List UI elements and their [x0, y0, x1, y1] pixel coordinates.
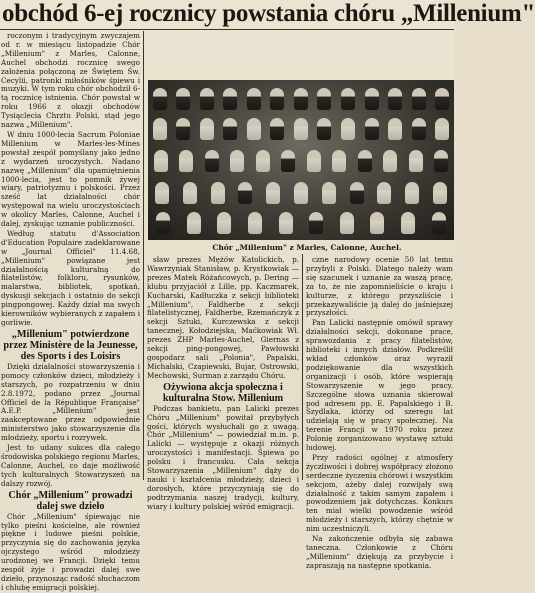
paragraph: Dzięki działalności stowarzyszenia i pomocy członków dzieci, młodzieży i starszych, po rozpatrzeniu w dniu 2.8.1972, podano przez „Journal Officiel de la République Française" A.E.P. „Millenium" jest zaakceptowane przez odpowiednie ministerstwo jako stowarzyszenie dla młodzieży, sportu i rozrywek.	[1, 361, 140, 443]
column-right	[306, 255, 453, 570]
paragraph: Przy radości ogólnej z atmosfery życzliwości i dobrej współpracy złożono serdeczne życzenia chórowi i wszystkim sekcjom, ażeby dalej rozwijały swą działalność z takim samym zapałem i powodzeniem jak dotychczas. Konkurs ten miał wielki powodzenie wśród młodzieży i starszych, którzy chętnie w nim uczestniczyli.	[306, 452, 453, 534]
person-figure	[270, 118, 284, 140]
photo-row	[148, 212, 454, 234]
column-middle	[147, 255, 299, 511]
person-figure	[435, 88, 449, 110]
person-figure	[307, 150, 321, 172]
person-figure	[412, 118, 426, 140]
paragraph: Pan Lalicki następnie omówił sprawy działalności sekcji, dokonane prace, sprawozdania z pracy filatelistów, biblioteki i innych działów. Podkreślił wkład członków oraz wyraził podziękowanie dla wszystkich organizacji i osób, które wspierają Stowarzyszenie w jego pracy. Szczególne słowa uznania skierował pod adresem pp. E. Papalskiego i B. Szydlaka, którzy od szeregu lat udzielają się w pracy społecznej. Na terenie Francji w 1970 roku przez Polonię zorganizowano wystawę sztuki ludowej.	[306, 318, 453, 453]
person-figure	[435, 118, 449, 140]
person-figure	[248, 212, 262, 234]
photo-row	[148, 88, 454, 110]
person-figure	[281, 150, 295, 172]
person-figure	[383, 150, 397, 172]
person-figure	[176, 88, 190, 110]
paragraph: sław prezes Mężów Katolickich, p. Wawrzyniak Stanisław, p. Krystkowiak — prezes Matek Różańcowych, p. Dering — klubu przyjaciół z Lille, pp. Kaczmarek, Kucharski, Kadłuczka z sekcji biblioteki „Millenium", Faldherbe z sekcji filatelistycznej, Faldherbe, Rzemańczyk z sekcji Sztuki, Kurczewska z sekcji tanecznej, Kołodziejska, Maćkowiak Wł. prezes ZHP Marles-Auchel, Giernas z sekcji ping-pongowej, Pawłowski gospodarz sali „Polonia", Papalski, Michalski, Czapiewski, Bujar, Ostrowski, Mechowski, Surman z zarządu Chóru.	[147, 255, 299, 380]
paragraph: Podczas bankietu, pan Lalicki prezes Chóru „Millenium" powitał przybyłych gości, których wysłuchali go z uwagą. Chór „Millenium" — powiedział m.in. p. Lalicki — występuje z okazji różnych uroczystości i manifestacji. Śpiewa po polsku i francusku. Cała sekcja Stowarzyszenia „Millenium" dąży do nauki i kształcenia młodzieży, dzieci i dorosłych, które przyczyniają się do podtrzymania naszej tradycji, kultury, wiary i kultury polskiej wśród emigracji.	[147, 403, 299, 511]
person-figure	[176, 118, 190, 140]
headline: obchód 6-ej rocznicy powstania chóru „Millenium"	[2, 0, 535, 27]
person-figure	[370, 212, 384, 234]
person-figure	[247, 88, 261, 110]
paragraph: Jest to udany sukces dla całego środowiska polskiego regionu Marles, Calonne, Auchel, co daje możliwość tych kulturalnych Stowarzyszeń na dalszy rozwój.	[1, 443, 140, 488]
person-figure	[340, 212, 354, 234]
person-figure	[332, 150, 346, 172]
person-figure	[341, 118, 355, 140]
person-figure	[154, 150, 168, 172]
person-figure	[183, 182, 197, 204]
photo-row	[148, 118, 454, 140]
person-figure	[200, 88, 214, 110]
paragraph: Na zakończenie odbyła się zabawa taneczna. Członkowie z Chóru „Millenium" dziękują za przybycie i zapraszają na następne spotkania.	[306, 534, 453, 570]
person-figure	[317, 118, 331, 140]
person-figure	[187, 212, 201, 234]
column-divider-left	[143, 31, 144, 480]
person-figure	[432, 212, 446, 234]
person-figure	[365, 88, 379, 110]
person-figure	[358, 150, 372, 172]
person-figure	[322, 182, 336, 204]
person-figure	[309, 212, 323, 234]
person-figure	[230, 150, 244, 172]
person-figure	[270, 88, 284, 110]
person-figure	[365, 118, 379, 140]
headline-rule	[0, 29, 454, 30]
person-figure	[266, 182, 280, 204]
paragraph: W dniu 1000-lecia Sacrum Poloniae Millenium w Marles-les-Mines powstał zespół pomyślany jako jedno z wydarzeń uroczystych. Nadano nazwę „Millenium" dla upamiętnienia 1000-lecia, jest to pomnik żywej wiary, patriotyzmu i polskości. Przez sześć lat działalności chór występował na wielu uroczystościach w okolicy Marles, Calonne, Auchel i dalej, zyskując uznanie publiczności.	[1, 129, 140, 229]
photo-row	[148, 182, 454, 204]
paragraph: Według statutu d'Association d'Education Populaire zadeklarowane w „Journal Officiel" 11.4.68, „Millenium" powiązane jest działalnością kulturalną do filatelistów, folkloru, rysunków, malarstwa, bibliotek, spotkań, dyskusji sekcjach i ostatnio do sekcji pingpongowej. Każdy dział ma swych kierowników wybieranych z zapałem i gorliwie.	[1, 228, 140, 327]
person-figure	[211, 182, 225, 204]
section-heading: Chór „Millenium" prowadzi dalej swe dzieło	[8, 489, 133, 512]
person-figure	[223, 118, 237, 140]
column-divider-right	[302, 254, 303, 480]
person-figure	[279, 212, 293, 234]
person-figure	[238, 182, 252, 204]
person-figure	[434, 150, 448, 172]
person-figure	[350, 182, 364, 204]
person-figure	[377, 182, 391, 204]
person-figure	[217, 212, 231, 234]
person-figure	[405, 182, 419, 204]
person-figure	[256, 150, 270, 172]
person-figure	[294, 182, 308, 204]
photo-caption: Chór „Millenium" z Marles, Calonne, Auchel.	[212, 243, 402, 252]
person-figure	[388, 88, 402, 110]
section-heading: Ożywiona akcja społeczna i kulturalna Stow. Millenium	[162, 381, 284, 404]
column-left	[1, 31, 140, 592]
photo-row	[148, 150, 454, 172]
person-figure	[223, 88, 237, 110]
person-figure	[153, 118, 167, 140]
choir-photo	[148, 80, 454, 240]
person-figure	[401, 212, 415, 234]
paragraph: Chór „Millenium" śpiewając nie tylko pieśni kościelne, ale również piękne i ludowe pieśni polskie, przyczynia się do zachowania języka ojczystego wśród młodzieży urodzonej we Francji. Dzięki temu zespół żyje i prowadzi dalej swe dzieło, przynosząc radość słuchaczom i chlubę emigracji polskiej.	[1, 511, 140, 592]
person-figure	[341, 88, 355, 110]
section-heading: „Millenium" potwierdzone przez Ministère de la Jeunesse, des Sports i des Loisirs	[3, 328, 138, 362]
paragraph: czne narodowy ocenie 50 lat temu przybyli z Polski. Dlatego należy wam się szacunek i uznanie za waszą pracę, za to, że nie zapomnieliście o kraju i kulturze, z którego przyszliście i przekazywaliście ją dalej do jaśniejszej przyszłości.	[306, 255, 453, 318]
person-figure	[247, 118, 261, 140]
person-figure	[412, 88, 426, 110]
person-figure	[388, 118, 402, 140]
person-figure	[153, 88, 167, 110]
person-figure	[433, 182, 447, 204]
person-figure	[179, 150, 193, 172]
person-figure	[155, 182, 169, 204]
person-figure	[200, 118, 214, 140]
person-figure	[294, 88, 308, 110]
person-figure	[156, 212, 170, 234]
person-figure	[205, 150, 219, 172]
person-figure	[409, 150, 423, 172]
intro-paragraph: roczonym i tradycyjnym zwyczajem od r. w miesiącu listopadzie Chór „Millenium" z Marles, Calonne, Auchel obchodzi rocznicę swego założenia połączoną ze Świętem Św. Cecylii, patronki miłośników śpiewu i muzyki. W tym roku chór obchodził 6-tą rocznicę istnienia. Chór powstał w roku 1966 z okazji obchodów Tysiąclecia Chrztu Polski, stąd jego nazwa „Millenium".	[1, 31, 140, 130]
person-figure	[294, 118, 308, 140]
person-figure	[317, 88, 331, 110]
